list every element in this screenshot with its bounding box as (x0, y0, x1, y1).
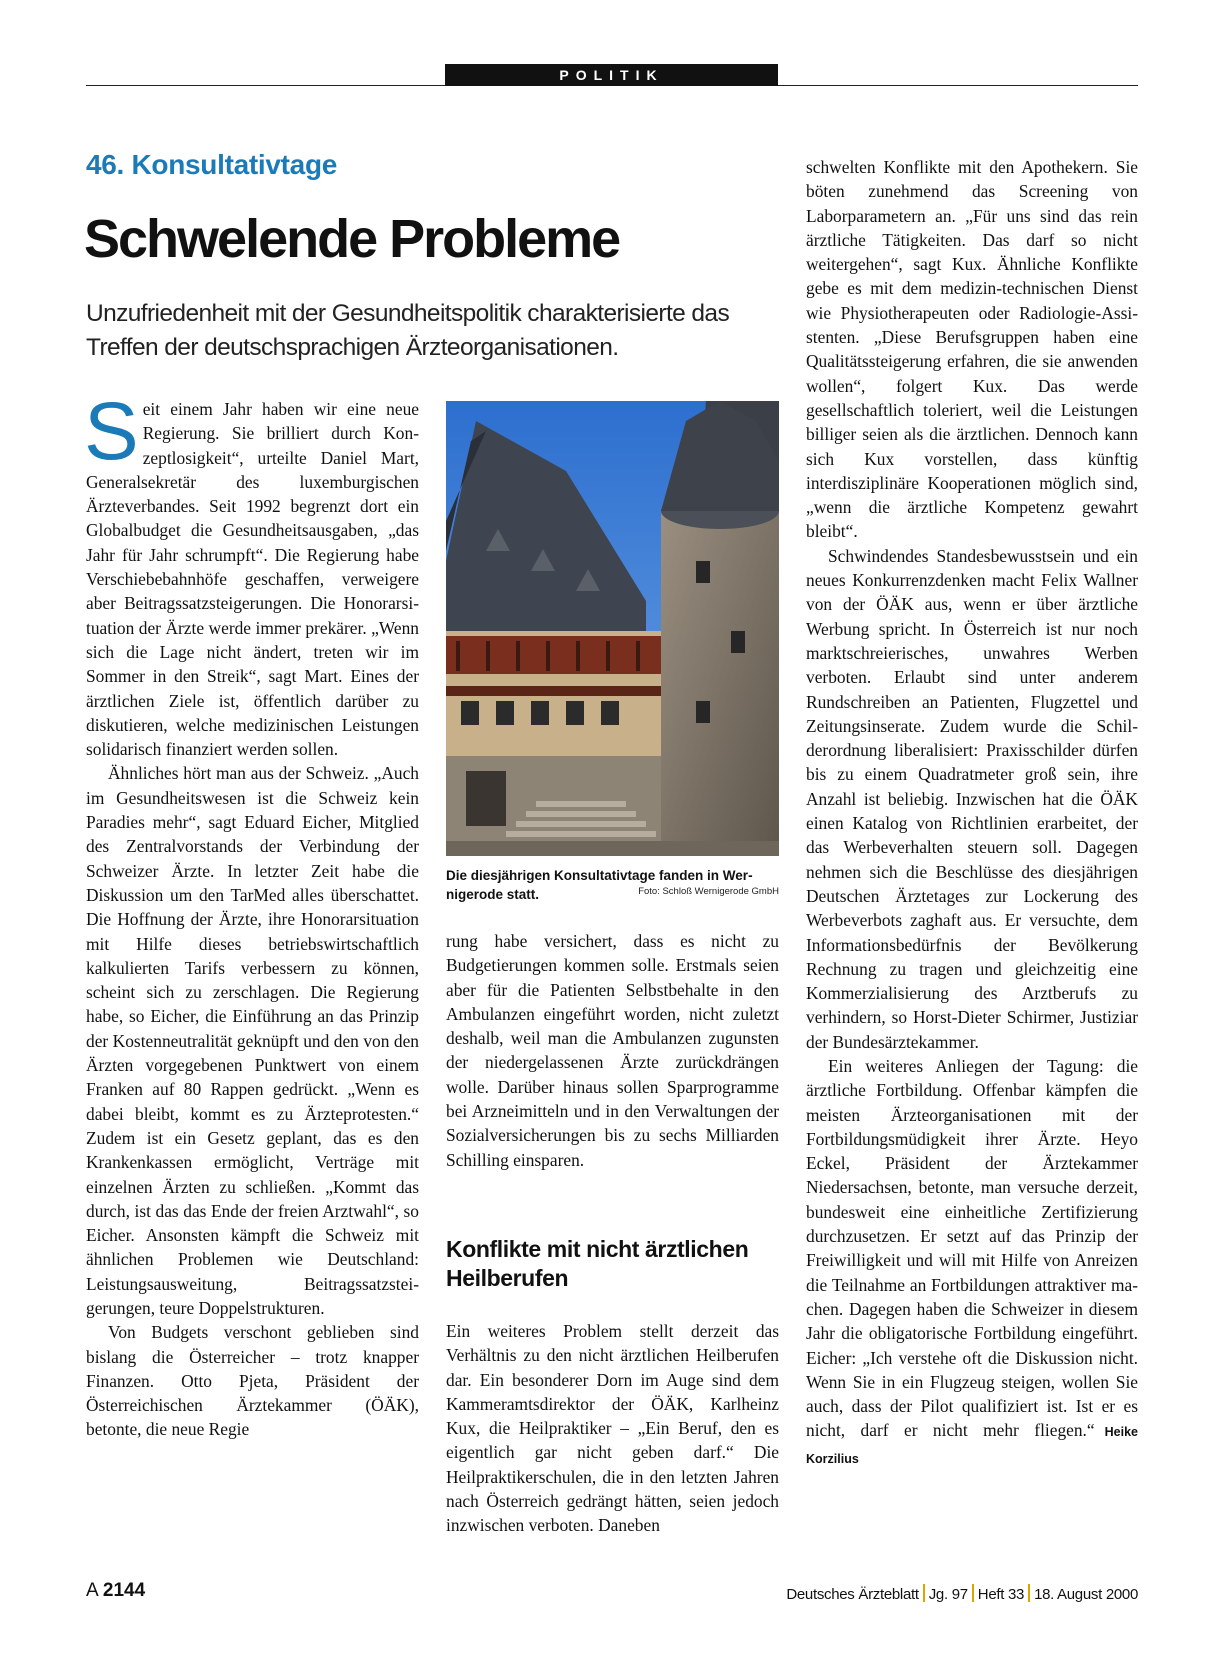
article-column-2 (446, 929, 779, 1172)
paragraph-text: Ein weiteres Anliegen der Tagung: die ärztliche Fortbildung. Offenbar kämpfen die meisten Ärzteorganisationen mit der Fortbildungsmüdigkeit ihrer Ärzte. Heyo Eckel, Präsident der Ärztekammer Niedersachsen, betonte, man versuche derzeit, bundesweit eine einheitliche Zertifizierung durchzusetzen. Er setzt auf das Prinzip der Freiwilligkeit und will mit Hilfe von Anreizen die Teilnahme an Fortbildungen attraktiver machen. Dagegen haben die Schweizer in diesem Jahr die obligatorische Fortbildung eingeführt. Eicher: „Ich verstehe oft die Diskussion nicht. Wenn Sie in ein Flugzeug steigen, wollen Sie auch, dass der Pilot qualifiziert ist. Ist er es nicht, darf er nicht mehr fliegen.“ (806, 1055, 1138, 1441)
article-subhead: Konflikte mit nicht ärztlichen Heilberufen (446, 1236, 749, 1291)
paragraph: Ähnliches hört man aus der Schweiz. „Auch im Gesundheitswesen ist die Schweiz kein Paradies mehr“, sagt Eduard Eicher, Mitglied des Zentralvorstands der Verbindung der Schweizer Ärzte. In letzter Zeit habe die Diskussion um den TarMed alles überschattet. Die Hoffnung der Ärzte, ihre Honorarsituation mit Hilfe dieses betriebswirtschaftlich kalkulierten Tarifs verbessern zu können, scheint sich zu zerschlagen. Die Regierung habe, so Eicher, die Einführung an das Prinzip der Kostenneutralität geknüpft und den von den Ärzten vorgegebenen Punktwert von einem Franken auf 80 Rappen gedrückt. „Wenn es dabei bleibt, kommt es zu Ärzteprotesten.“ Zudem ist ein Gesetz geplant, das es den Krankenkassen ermöglicht, Verträge mit einzelnen Ärzten zu schließen. „Kommt das durch, ist das das Ende der freien Arztwahl“, so Eicher. Ansonsten kämpft die Schweiz mit ähnlichen Problemen wie Deutschland: Leistungsausweitung, Beitragssatzsteigerungen, teure Doppelstrukturen. (86, 763, 419, 1318)
castle-photo (446, 401, 779, 856)
author-name: Heike Korzilius (806, 1425, 1138, 1466)
paragraph (84, 386, 419, 761)
separator (923, 1584, 925, 1602)
article-kicker: 46. Konsultativtage (86, 149, 338, 180)
article-deck: Unzufriedenheit mit der Gesundheitspolitik charakterisierte das Treffen der deutschsprachigen Ärzteorganisationen. (86, 300, 730, 361)
section-tag: POLITIK (445, 64, 778, 86)
paragraph: rung habe versichert, dass es nicht zu Budgetierungen kommen solle. Erstmals seien aber für die Patienten Selbstbehalte in den Ambulanzen eingeführt worden, nicht zuletzt deshalb, weil man die Ambulanzen zugunsten der niedergelassenen Ärzte zurückdrängen wolle. Darüber hinaus sollen Sparprogramme bei Arzneimitteln und in den Verwaltungen der Sozialversicherungen bis zu sechs Milliarden Schilling einsparen. (446, 931, 779, 1170)
volume: Jg. 97 (928, 1586, 968, 1603)
article-headline: Schwelende Probleme (84, 209, 620, 269)
paragraph-text: eit einem Jahr haben wir eine neue Regierung. Sie brilliert durch Konzeptlosigkeit“, urteilte Daniel Mart, Generalsekretär des luxemburgischen Ärzteverbandes. Seit 1992 begrenzt dort ein Globalbudget die Gesundheitsausgaben, „das Jahr für Jahr schrumpft“. Die Regierung habe Verschiebebahnhöfe geschaffen, verweigere aber Beitragssatzsteigerungen. Die Honorarsituation der Ärzte werde immer prekärer. „Wenn sich die Lage nicht ändert, treten wir im Sommer in den Streik“, sagt Mart. Eines der ärztlichen Ziele ist, öffentlich darüber zu diskutieren, welche medizinischen Leistungen solidarisch finanziert werden sollen. (86, 399, 419, 760)
paragraph: Schwindendes Standesbewusstsein und ein neues Konkurrenzdenken macht Felix Wallner von der ÖÄK aus, wenn er über ärztliche Werbung spricht. In Österreich ist nur noch marktschreierisches, unwahres Werben verboten. Erlaubt sind unter anderem Rundschreiben an Patienten, Flugzettel und Zeitungsinserate. Zudem wurde die Schilderordnung liberalisiert: Praxisschilder dürfen bis zu einem Quadratmeter groß sein, ihre Anzahl ist beliebig. Inzwischen hat die ÖÄK einen Katalog von Richtlinien erarbeitet, der das Werbeverhalten steuern soll. Dagegen nehmen sich die Beschlüsse des diesjährigen Deutschen Ärztetages zur Lockerung des Werbeverbots zaghaft aus. Er versuchte, dem Informationsbedürfnis der Bevölkerung Rechnung zu tragen und gleichzeitig eine Kommerzialisierung des Arztberufs zu verhindern, so Horst-Dieter Schirmer, Justiziar der Bundesärztekammer. (806, 545, 1138, 1052)
issue: Heft 33 (977, 1586, 1025, 1603)
publication-name: Deutsches Ärzteblatt (786, 1586, 919, 1603)
drop-cap: S (84, 386, 139, 477)
photo-credit: Foto: Schloß Wernigerode GmbH (638, 886, 779, 897)
article-column-2-continued (446, 1319, 779, 1538)
page-number-value: 2144 (102, 1580, 146, 1601)
page-number (86, 1580, 145, 1602)
publication-info (786, 1584, 1138, 1603)
issue-date: 18. August 2000 (1034, 1586, 1138, 1603)
paragraph: schwelten Konflikte mit den Apothekern. Sie böten zunehmend das Screening von Laborparametern an. „Für uns sind das rein ärztliche Tätigkeiten. Das darf so nicht weitergehen“, sagt Kux. Ähnliche Konflikte gebe es mit dem medizin-technischen Dienst wie Physiotherapeuten oder Radiologie-Assistenten. „Diese Berufsgruppen haben eine Qualitätssteigerung erfahren, die sie anwenden wollen“, folgert Kux. Das werde gesellschaftlich toleriert, weil die Leistungen billiger seien als die ärztlichen. Dennoch kann sich Kux vorstellen, dass künftig interdisziplinäre Kooperationen möglich sind, „wenn die ärztliche Kompetenz gewahrt bleibt“. (806, 157, 1138, 542)
paragraph (806, 1054, 1138, 1471)
article-column-3 (806, 155, 1138, 1471)
paragraph: Ein weiteres Problem stellt derzeit das Verhältnis zu den nicht ärztlichen Heilberufen dar. Ein besonderer Dorn im Auge sind dem Kammeramtsdirektor der ÖÄK, Karlheinz Kux, die Heilpraktiker – „Ein Beruf, den es eigentlich gar nicht geben darf.“ Die Heilpraktikerschulen, die in den letzten Jahren nach Österreich gedrängt hätten, seien jedoch inzwischen verboten. Daneben (446, 1321, 779, 1536)
article-column-1 (84, 386, 419, 1442)
photo-caption: Die diesjährigen Konsultativtage fanden in Wernigerode statt. (446, 868, 753, 902)
separator (972, 1584, 974, 1602)
paragraph: Von Budgets verschont geblieben sind bislang die Österreicher – trotz knapper Finanzen. Otto Pjeta, Präsident der Österreichischen Ärztekammer (ÖÄK), betonte, die neue Regie (86, 1322, 419, 1440)
separator (1028, 1584, 1030, 1602)
page-prefix: A (86, 1580, 98, 1601)
